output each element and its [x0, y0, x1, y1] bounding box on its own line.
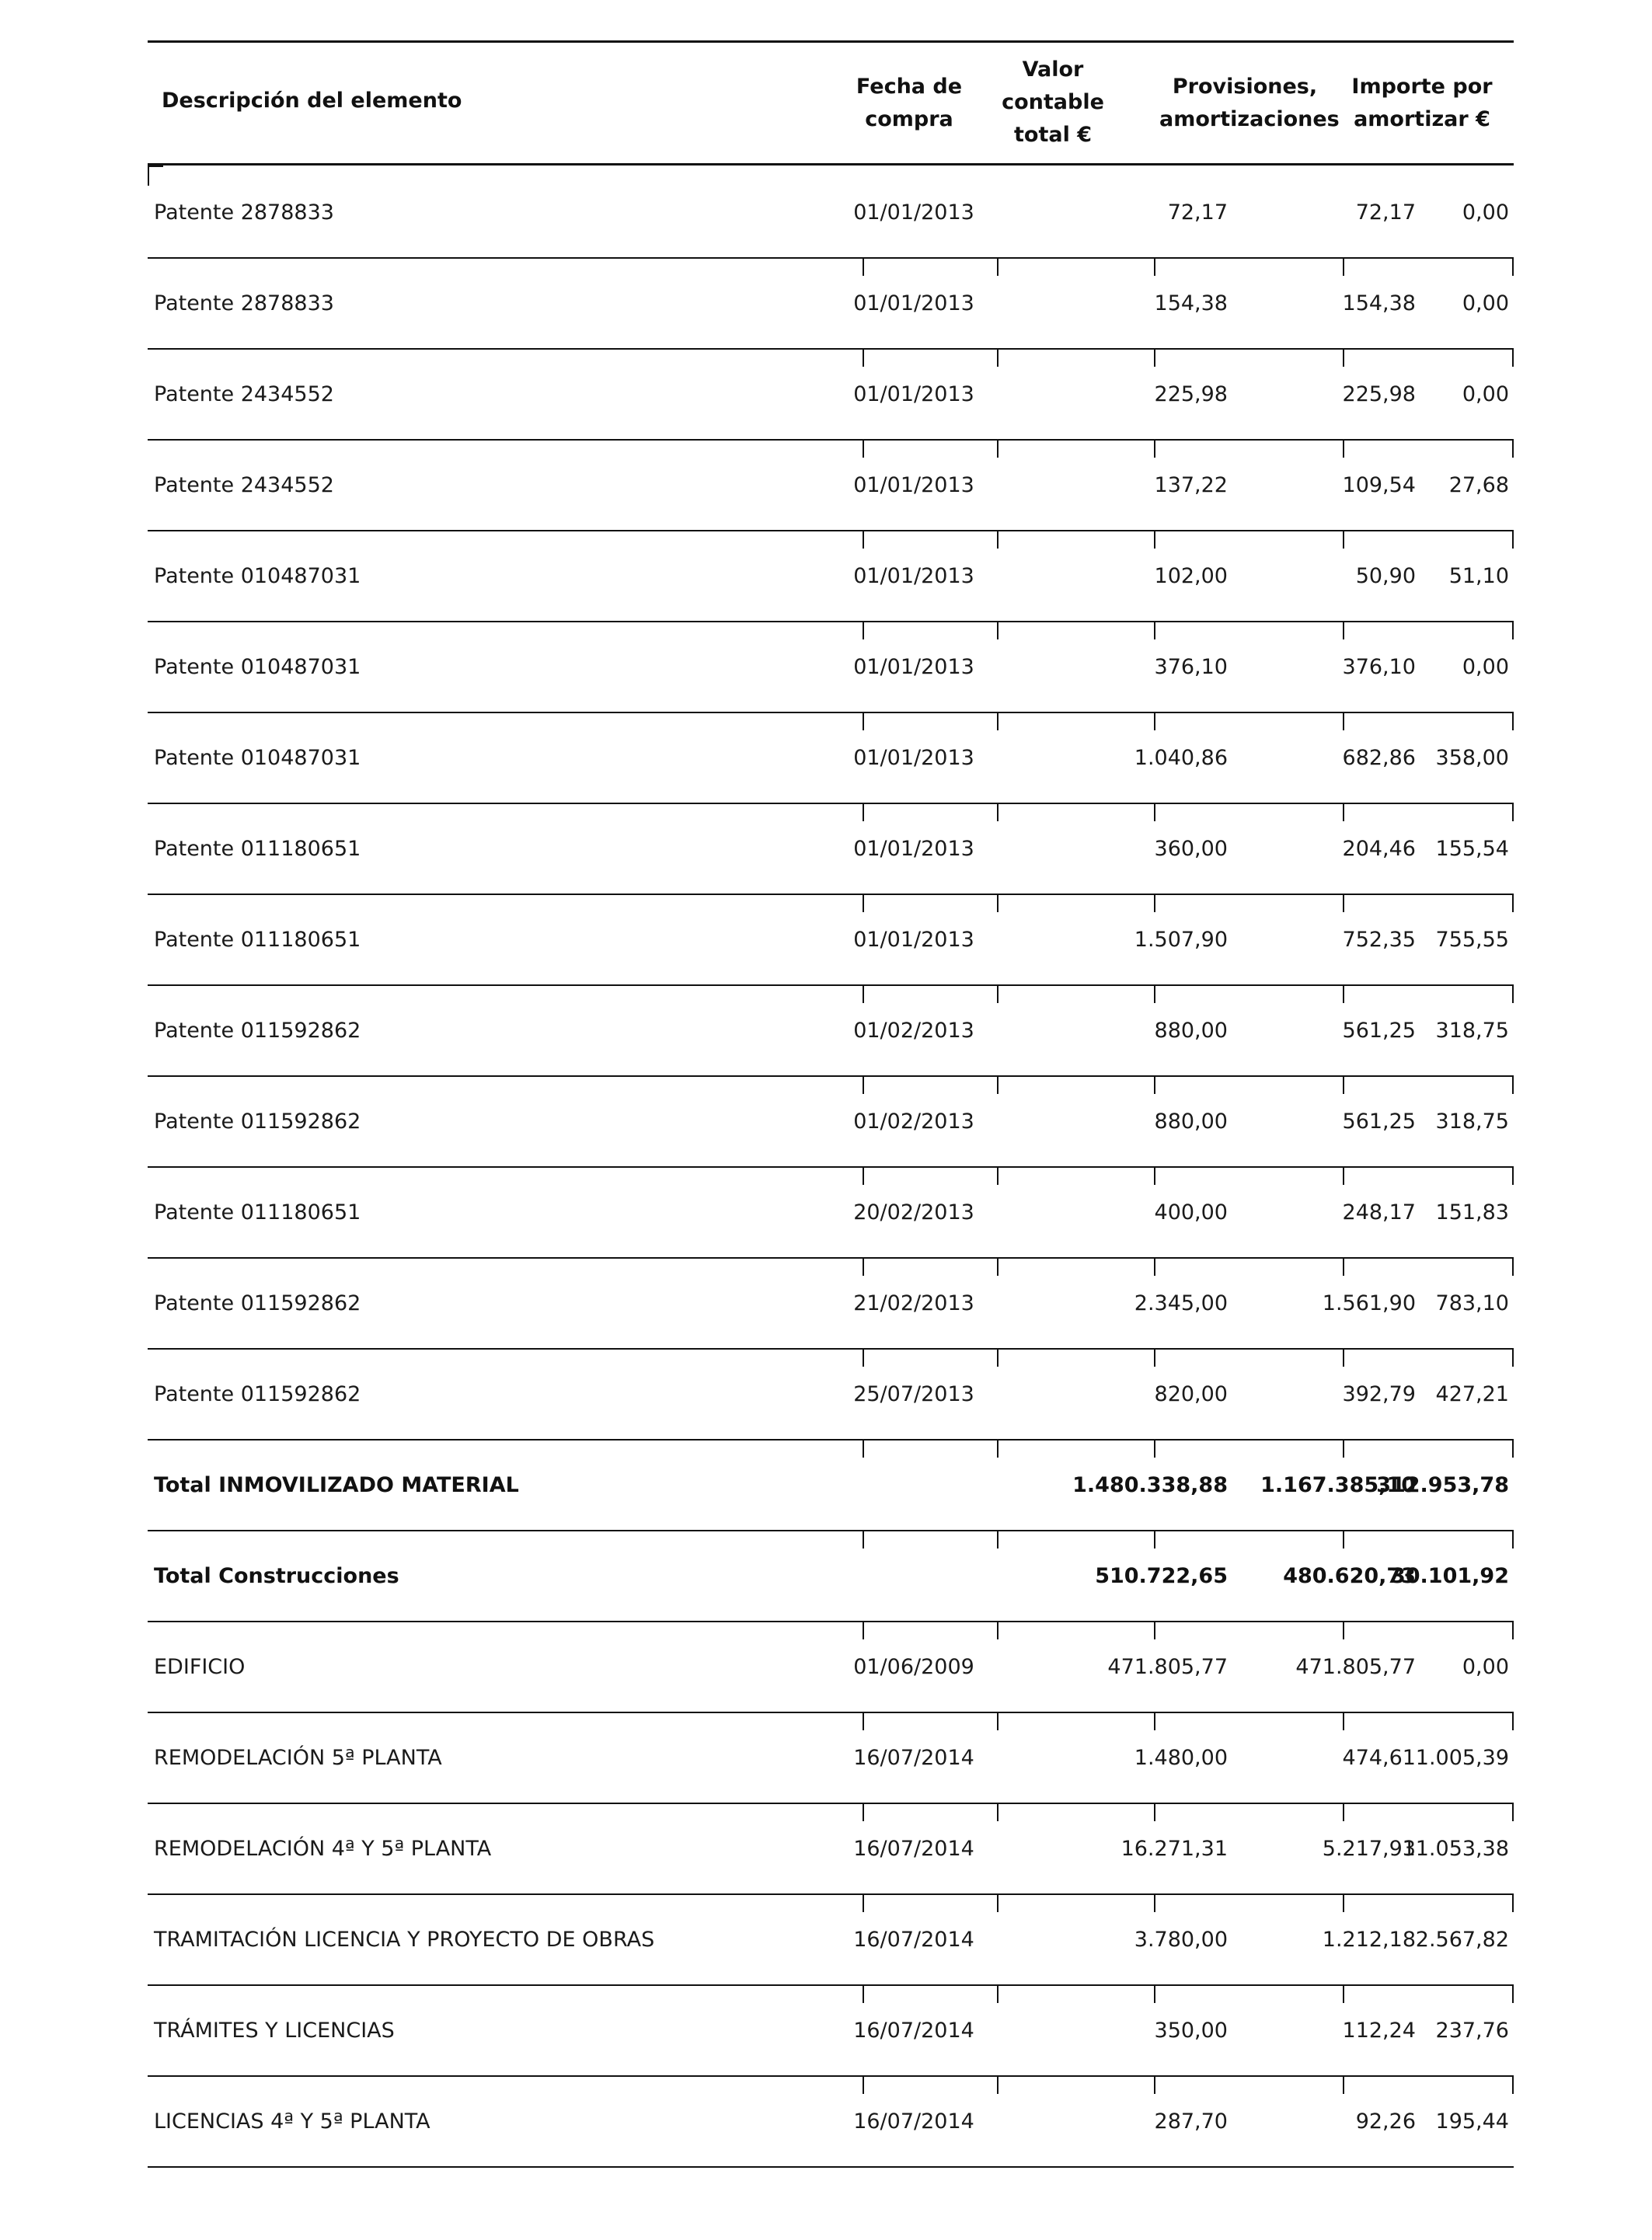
cell-fecha: 25/07/2013 — [853, 1382, 974, 1406]
table-row — [148, 259, 1514, 350]
table-row — [148, 1622, 1514, 1713]
column-divider-tick — [997, 1259, 999, 1276]
column-divider-tick — [997, 2077, 999, 2094]
column-divider-tick — [997, 713, 999, 730]
column-divider-tick — [1343, 1895, 1344, 1912]
cell-fecha — [844, 1440, 984, 1530]
cell-fecha: 01/02/2013 — [853, 1019, 974, 1043]
cell-provisiones: 50,90 — [1355, 564, 1416, 588]
cell-valor-contable: 360,00 — [1154, 837, 1228, 861]
cell-importe: 1.005,39 — [1415, 1746, 1509, 1770]
column-divider-tick — [1512, 1895, 1514, 1912]
column-divider-tick — [863, 1531, 864, 1548]
column-divider-tick — [1343, 350, 1344, 367]
table-row — [148, 1531, 1514, 1622]
column-divider-tick — [997, 1531, 999, 1548]
column-divider-tick — [863, 531, 864, 549]
cell-descripcion: Total INMOVILIZADO MATERIAL — [154, 1473, 519, 1497]
column-divider-tick — [1512, 1440, 1514, 1458]
column-divider-tick — [1154, 1440, 1155, 1458]
column-divider-tick — [1343, 804, 1344, 821]
cell-valor-contable: 471.805,77 — [1107, 1655, 1228, 1679]
cell-fecha: 16/07/2014 — [853, 2109, 974, 2134]
cell-importe: 783,10 — [1435, 1291, 1509, 1315]
column-divider-tick — [863, 804, 864, 821]
column-divider-tick — [1343, 895, 1344, 912]
cell-importe: 155,54 — [1435, 837, 1509, 861]
column-divider-tick — [1512, 1350, 1514, 1367]
column-divider-tick — [1512, 350, 1514, 367]
cell-provisiones: 248,17 — [1342, 1200, 1416, 1225]
table-row — [148, 1440, 1514, 1531]
column-divider-tick — [997, 1895, 999, 1912]
table-header — [148, 43, 1514, 165]
column-divider-tick — [1512, 986, 1514, 1003]
column-divider-tick — [863, 1986, 864, 2003]
cell-importe: 0,00 — [1462, 382, 1509, 406]
cell-valor-contable: 225,98 — [1154, 382, 1228, 406]
column-divider-tick — [1512, 1804, 1514, 1821]
cell-valor-contable: 3.780,00 — [1134, 1928, 1228, 1952]
column-divider-tick — [1154, 895, 1155, 912]
column-divider-tick — [863, 713, 864, 730]
column-divider-tick — [1512, 895, 1514, 912]
cell-provisiones: 471.805,77 — [1295, 1655, 1416, 1679]
column-divider-tick — [863, 1077, 864, 1094]
cell-provisiones: 480.620,73 — [1283, 1564, 1416, 1588]
column-divider-tick — [863, 1168, 864, 1185]
header-importe — [1344, 71, 1500, 136]
cell-provisiones: 376,10 — [1342, 655, 1416, 679]
cell-provisiones: 392,79 — [1342, 1382, 1416, 1406]
table-row — [148, 1804, 1514, 1895]
column-divider-tick — [863, 1259, 864, 1276]
cell-valor-contable: 400,00 — [1154, 1200, 1228, 1225]
cell-importe: 0,00 — [1462, 291, 1509, 315]
column-divider-tick — [997, 1440, 999, 1458]
column-divider-tick — [1343, 1713, 1344, 1730]
column-divider-tick — [1512, 1259, 1514, 1276]
cell-valor-contable: 102,00 — [1154, 564, 1228, 588]
cell-fecha: 16/07/2014 — [853, 1837, 974, 1861]
column-divider-tick — [1343, 1804, 1344, 1821]
cell-valor-contable: 350,00 — [1154, 2019, 1228, 2043]
column-divider-tick — [863, 441, 864, 458]
cell-importe: 358,00 — [1435, 746, 1509, 770]
cell-importe: 0,00 — [1462, 1655, 1509, 1679]
column-divider-tick — [1512, 441, 1514, 458]
column-divider-tick — [1343, 441, 1344, 458]
cell-importe: 151,83 — [1435, 1200, 1509, 1225]
cell-importe: 427,21 — [1435, 1382, 1509, 1406]
column-divider-tick — [1343, 1440, 1344, 1458]
cell-descripcion: REMODELACIÓN 5ª PLANTA — [154, 1746, 442, 1770]
column-divider-tick — [997, 804, 999, 821]
table-row — [148, 1895, 1514, 1986]
cell-provisiones: 682,86 — [1342, 746, 1416, 770]
header-fecha-line: Fecha de — [856, 75, 963, 99]
column-divider-tick — [1343, 986, 1344, 1003]
table-row — [148, 1713, 1514, 1804]
cell-fecha — [844, 1531, 984, 1621]
cell-valor-contable: 880,00 — [1154, 1019, 1228, 1043]
column-divider-tick — [1154, 986, 1155, 1003]
cell-descripcion: Patente 011180651 — [154, 928, 361, 952]
column-divider-tick — [997, 441, 999, 458]
cell-valor-contable: 2.345,00 — [1134, 1291, 1228, 1315]
cell-importe: 11.053,38 — [1402, 1837, 1509, 1861]
cell-descripcion: Patente 010487031 — [154, 746, 361, 770]
cell-descripcion: Patente 010487031 — [154, 655, 361, 679]
cell-descripcion: TRAMITACIÓN LICENCIA Y PROYECTO DE OBRAS — [154, 1928, 655, 1952]
column-divider-tick — [1512, 2077, 1514, 2094]
cell-provisiones: 109,54 — [1342, 473, 1416, 497]
column-divider-tick — [1512, 1713, 1514, 1730]
column-divider-tick — [863, 1622, 864, 1639]
cell-importe: 0,00 — [1462, 200, 1509, 225]
cell-provisiones: 154,38 — [1342, 291, 1416, 315]
header-importe-line: amortizar € — [1354, 107, 1490, 131]
column-divider-tick — [997, 1713, 999, 1730]
cell-fecha: 20/02/2013 — [853, 1200, 974, 1225]
header-fecha-compra — [845, 71, 973, 136]
header-valor-line: Valor — [1022, 57, 1084, 82]
column-divider-tick — [1343, 1077, 1344, 1094]
cell-importe: 0,00 — [1462, 655, 1509, 679]
cell-importe: 51,10 — [1448, 564, 1509, 588]
cell-provisiones: 92,26 — [1355, 2109, 1416, 2134]
cell-descripcion: Patente 011592862 — [154, 1019, 361, 1043]
column-divider-tick — [863, 986, 864, 1003]
column-divider-tick — [1154, 804, 1155, 821]
table-row — [148, 1986, 1514, 2077]
cell-descripcion: Patente 010487031 — [154, 564, 361, 588]
column-divider-tick — [1154, 350, 1155, 367]
column-divider-tick — [1343, 1168, 1344, 1185]
cell-fecha: 01/01/2013 — [853, 291, 974, 315]
cell-provisiones: 1.167.385,10 — [1260, 1473, 1416, 1497]
column-divider-tick — [863, 1804, 864, 1821]
cell-importe: 318,75 — [1435, 1019, 1509, 1043]
column-divider-tick — [1343, 259, 1344, 276]
cell-fecha: 01/01/2013 — [853, 928, 974, 952]
cell-valor-contable: 1.507,90 — [1134, 928, 1228, 952]
column-divider-tick — [1154, 1259, 1155, 1276]
column-divider-tick — [863, 622, 864, 639]
column-divider-tick — [997, 1077, 999, 1094]
cell-importe: 755,55 — [1435, 928, 1509, 952]
column-divider-tick — [1154, 622, 1155, 639]
column-divider-tick — [1512, 804, 1514, 821]
column-divider-tick — [1343, 1531, 1344, 1548]
cell-descripcion: Total Construcciones — [154, 1564, 399, 1588]
cell-provisiones: 72,17 — [1355, 200, 1416, 225]
cell-valor-contable: 510.722,65 — [1095, 1564, 1228, 1588]
cell-fecha: 01/06/2009 — [853, 1655, 974, 1679]
column-divider-tick — [997, 1622, 999, 1639]
column-divider-tick — [1512, 713, 1514, 730]
column-divider-tick — [863, 1713, 864, 1730]
cell-fecha: 01/01/2013 — [853, 746, 974, 770]
cell-importe: 2.567,82 — [1415, 1928, 1509, 1952]
cell-valor-contable: 1.480.338,88 — [1072, 1473, 1228, 1497]
cell-valor-contable: 1.480,00 — [1134, 1746, 1228, 1770]
column-divider-tick — [1512, 1531, 1514, 1548]
cell-descripcion: Patente 2434552 — [154, 382, 334, 406]
column-divider-tick — [997, 895, 999, 912]
table-row — [148, 804, 1514, 895]
header-provisiones — [1159, 71, 1340, 136]
header-valor-line: contable — [1002, 90, 1104, 114]
column-divider-tick — [1512, 1077, 1514, 1094]
column-divider-tick — [1512, 622, 1514, 639]
cell-importe: 30.101,92 — [1390, 1564, 1509, 1588]
cell-provisiones: 1.561,90 — [1322, 1291, 1416, 1315]
table-row — [148, 531, 1514, 622]
table-row — [148, 168, 1514, 259]
table-row — [148, 1168, 1514, 1259]
cell-fecha: 01/02/2013 — [853, 1110, 974, 1134]
column-divider-tick — [1154, 1713, 1155, 1730]
header-fecha-line: compra — [865, 107, 953, 131]
cell-valor-contable: 72,17 — [1167, 200, 1228, 225]
column-divider-tick — [1343, 1622, 1344, 1639]
column-divider-tick — [863, 350, 864, 367]
column-divider-tick — [997, 1168, 999, 1185]
column-divider-tick — [1343, 531, 1344, 549]
cell-fecha: 01/01/2013 — [853, 200, 974, 225]
cell-provisiones: 204,46 — [1342, 837, 1416, 861]
table-row — [148, 441, 1514, 531]
cell-descripcion: Patente 011180651 — [154, 837, 361, 861]
cell-importe: 27,68 — [1448, 473, 1509, 497]
column-divider-tick — [1154, 1986, 1155, 2003]
column-divider-tick — [1512, 1986, 1514, 2003]
table-row — [148, 622, 1514, 713]
cell-descripcion: TRÁMITES Y LICENCIAS — [154, 2019, 395, 2043]
table-row — [148, 1259, 1514, 1350]
column-divider-tick — [863, 1895, 864, 1912]
table-body — [148, 168, 1514, 2168]
column-divider-tick — [863, 1440, 864, 1458]
cell-importe: 318,75 — [1435, 1110, 1509, 1134]
column-divider-tick — [997, 1804, 999, 1821]
cell-valor-contable: 820,00 — [1154, 1382, 1228, 1406]
cell-valor-contable: 154,38 — [1154, 291, 1228, 315]
column-divider-tick — [1154, 1622, 1155, 1639]
header-provisiones-line: amortizaciones — [1159, 107, 1340, 131]
table-corner-mark — [148, 165, 163, 167]
cell-provisiones: 561,25 — [1342, 1110, 1416, 1134]
column-divider-tick — [1512, 531, 1514, 549]
table-row — [148, 986, 1514, 1077]
cell-valor-contable: 1.040,86 — [1134, 746, 1228, 770]
column-divider-tick — [1343, 1259, 1344, 1276]
cell-fecha: 16/07/2014 — [853, 1746, 974, 1770]
table-row — [148, 1350, 1514, 1440]
cell-valor-contable: 287,70 — [1154, 2109, 1228, 2134]
table-row — [148, 2077, 1514, 2168]
table-row — [148, 1077, 1514, 1168]
cell-fecha: 21/02/2013 — [853, 1291, 974, 1315]
column-divider-tick — [1154, 2077, 1155, 2094]
table-row — [148, 350, 1514, 441]
column-divider-tick — [863, 1350, 864, 1367]
table-row — [148, 713, 1514, 804]
cell-valor-contable: 880,00 — [1154, 1110, 1228, 1134]
column-divider-tick — [863, 895, 864, 912]
cell-fecha: 16/07/2014 — [853, 2019, 974, 2043]
column-divider-tick — [997, 1986, 999, 2003]
cell-provisiones: 561,25 — [1342, 1019, 1416, 1043]
cell-provisiones: 474,61 — [1342, 1746, 1416, 1770]
column-divider-tick — [997, 350, 999, 367]
cell-descripcion: REMODELACIÓN 4ª Y 5ª PLANTA — [154, 1837, 492, 1861]
column-divider-tick — [1343, 1986, 1344, 2003]
cell-valor-contable: 16.271,31 — [1121, 1837, 1228, 1861]
cell-importe: 237,76 — [1435, 2019, 1509, 2043]
cell-importe: 312.953,78 — [1376, 1473, 1509, 1497]
column-divider-tick — [997, 531, 999, 549]
cell-importe: 195,44 — [1435, 2109, 1509, 2134]
cell-provisiones: 225,98 — [1342, 382, 1416, 406]
table-row — [148, 895, 1514, 986]
cell-descripcion: EDIFICIO — [154, 1655, 246, 1679]
cell-fecha: 01/01/2013 — [853, 655, 974, 679]
column-divider-tick — [997, 259, 999, 276]
cell-valor-contable: 137,22 — [1154, 473, 1228, 497]
cell-descripcion: Patente 2878833 — [154, 291, 334, 315]
column-divider-tick — [1343, 622, 1344, 639]
cell-provisiones: 1.212,18 — [1322, 1928, 1416, 1952]
column-divider-tick — [997, 986, 999, 1003]
header-valor-line: total € — [1013, 123, 1093, 147]
cell-fecha: 16/07/2014 — [853, 1928, 974, 1952]
column-divider-tick — [863, 259, 864, 276]
column-divider-tick — [1154, 1895, 1155, 1912]
column-divider-tick — [1512, 259, 1514, 276]
column-divider-tick — [863, 2077, 864, 2094]
column-divider-tick — [1154, 1531, 1155, 1548]
column-divider-tick — [1343, 2077, 1344, 2094]
cell-fecha: 01/01/2013 — [853, 473, 974, 497]
column-divider-tick — [1343, 1350, 1344, 1367]
column-divider-tick — [997, 1350, 999, 1367]
cell-descripcion: LICENCIAS 4ª Y 5ª PLANTA — [154, 2109, 430, 2134]
cell-provisiones: 112,24 — [1342, 2019, 1416, 2043]
column-divider-tick — [1154, 441, 1155, 458]
header-descripcion: Descripción del elemento — [162, 89, 462, 113]
column-divider-tick — [1512, 1622, 1514, 1639]
column-divider-tick — [1154, 531, 1155, 549]
column-divider-tick — [1154, 1077, 1155, 1094]
cell-descripcion: Patente 011592862 — [154, 1291, 361, 1315]
cell-valor-contable: 376,10 — [1154, 655, 1228, 679]
header-provisiones-line: Provisiones, — [1172, 75, 1318, 99]
cell-descripcion: Patente 011592862 — [154, 1110, 361, 1134]
column-divider-tick — [1154, 259, 1155, 276]
cell-provisiones: 5.217,93 — [1322, 1837, 1416, 1861]
header-valor-contable — [979, 54, 1127, 152]
column-divider-tick — [1154, 1804, 1155, 1821]
cell-fecha: 01/01/2013 — [853, 382, 974, 406]
cell-descripcion: Patente 011180651 — [154, 1200, 361, 1225]
cell-descripcion: Patente 011592862 — [154, 1382, 361, 1406]
column-divider-tick — [1154, 1168, 1155, 1185]
column-divider-tick — [997, 622, 999, 639]
cell-fecha: 01/01/2013 — [853, 564, 974, 588]
header-importe-line: Importe por — [1351, 75, 1493, 99]
column-divider-tick — [1154, 713, 1155, 730]
column-divider-tick — [1512, 1168, 1514, 1185]
column-divider-tick — [1343, 713, 1344, 730]
cell-fecha: 01/01/2013 — [853, 837, 974, 861]
column-divider-tick — [1154, 1350, 1155, 1367]
cell-descripcion: Patente 2878833 — [154, 200, 334, 225]
cell-descripcion: Patente 2434552 — [154, 473, 334, 497]
cell-provisiones: 752,35 — [1342, 928, 1416, 952]
